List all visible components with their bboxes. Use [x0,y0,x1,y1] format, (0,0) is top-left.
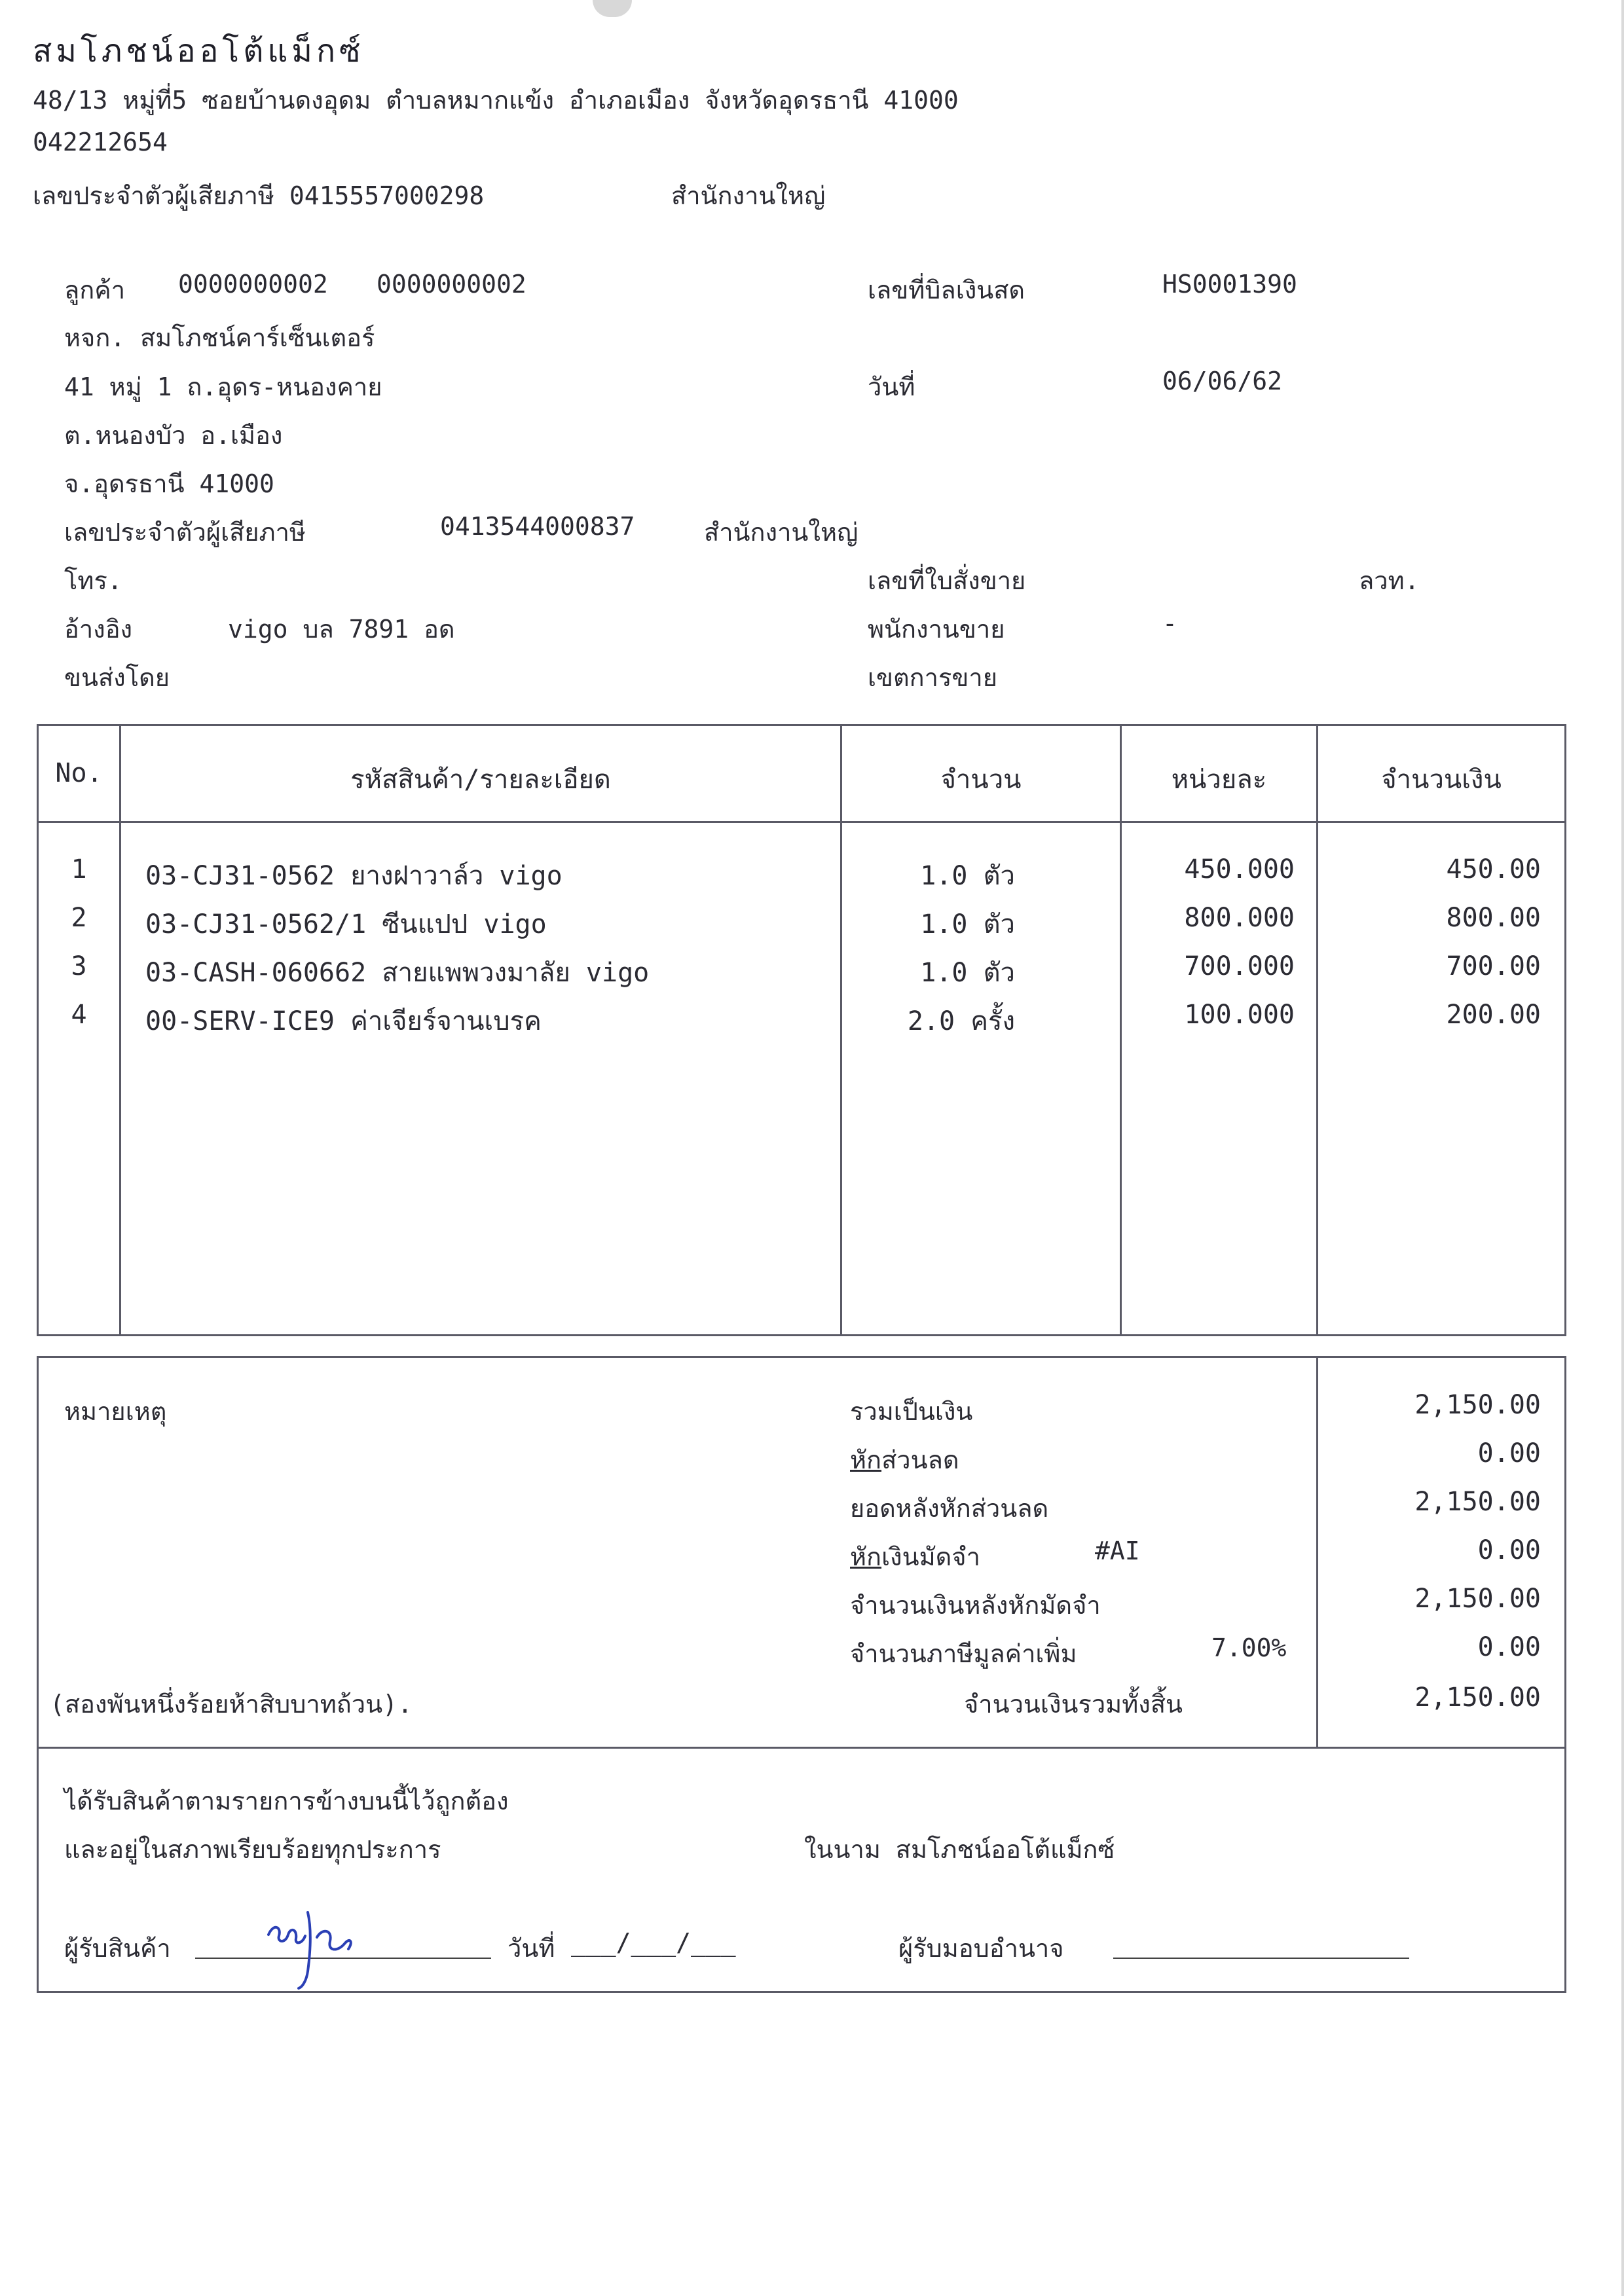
row-desc: 03-CASH-060662 สายแพพวงมาลัย vigo [145,958,650,988]
row-amount: 700.00 [1446,951,1541,981]
company-tax-label: เลขประจำตัวผู้เสียภาษี [33,181,274,210]
on-behalf-text: ในนาม สมโภชน์ออโต้แม็กซ์ [804,1835,1115,1864]
row-qty: 1.0 ตัว [920,909,1015,939]
customer-ref-label: อ้างอิง [64,615,133,644]
company-tax-id: 0415557000298 [289,181,485,210]
table-header-divider [37,821,1566,823]
col-divider-qty [1120,724,1122,1336]
row-desc: 03-CJ31-0562 ยางฝาวาล์ว vigo [145,861,563,891]
customer-tax-id: 0413544000837 [440,512,635,541]
col-divider-no [119,724,121,1336]
order-no-label: เลขที่ใบสั่งขาย [868,566,1026,595]
receiver-label: ผู้รับสินค้า [64,1934,171,1963]
bill-no: HS0001390 [1162,270,1297,299]
customer-address-3: จ.อุดรธานี 41000 [64,469,274,498]
punch-hole-mark [593,0,632,17]
receive-date-label: วันที่ [507,1934,555,1963]
row-no: 4 [71,1000,87,1030]
customer-address-2: ต.หนองบัว อ.เมือง [64,421,283,450]
after-discount-label: ยอดหลังหักส่วนลด [850,1494,1049,1523]
order-no-value: ลวท. [1359,566,1420,595]
customer-branch: สำนักงานใหญ่ [704,518,858,547]
grand-total-value: 2,150.00 [1414,1683,1541,1713]
vat-value: 0.00 [1477,1632,1541,1662]
deposit-value: 0.00 [1477,1535,1541,1565]
received-line-2: และอยู่ในสภาพเรียบร้อยทุกประการ [64,1835,441,1864]
header-amount: จำนวนเงิน [1381,765,1502,795]
customer-ref-value: vigo บล 7891 อด [228,615,455,644]
page-edge-shadow [1621,0,1624,2296]
row-unit-price: 700.000 [1184,951,1295,981]
customer-ship-label: ขนส่งโดย [64,663,170,692]
row-desc: 00-SERV-ICE9 ค่าเจียร์จานเบรค [145,1006,542,1036]
receive-date-blank: ___/___/___ [571,1928,736,1957]
after-deposit-label: จำนวนเงินหลังหักมัดจำ [850,1591,1101,1620]
salesperson: - [1162,609,1177,638]
invoice-date: 06/06/62 [1162,367,1283,395]
deposit-label [850,1537,980,1576]
after-discount-value: 2,150.00 [1414,1487,1541,1517]
authorized-label: ผู้รับมอบอำนาจ [898,1934,1064,1963]
subtotal-label: รวมเป็นเงิน [850,1397,973,1426]
remark-label: หมายเหตุ [64,1397,167,1426]
discount-rest: ส่วนลด [881,1446,959,1474]
date-label: วันที่ [868,373,915,401]
discount-prefix: หัก [850,1446,882,1474]
customer-code-2: 0000000002 [377,270,526,299]
row-no: 1 [71,854,87,884]
subtotal-value: 2,150.00 [1414,1390,1541,1420]
deposit-code: #AI [1095,1537,1140,1565]
deposit-rest: เงินมัดจำ [881,1542,980,1571]
customer-address-1: 41 หมู่ 1 ถ.อุดร-หนองคาย [64,373,382,401]
row-unit-price: 450.000 [1184,854,1295,884]
row-unit-price: 800.000 [1184,903,1295,933]
customer-tax-label: เลขประจำตัวผู้เสียภาษี [64,518,306,547]
header-desc: รหัสสินค้า/รายละเอียด [350,765,611,795]
header-qty: จำนวน [940,765,1022,795]
customer-code-1: 0000000002 [178,270,328,299]
vat-rate: 7.00% [1211,1633,1287,1662]
discount-label [850,1440,959,1480]
row-no: 3 [71,951,87,981]
header-no: No. [55,758,103,788]
after-deposit-value: 2,150.00 [1414,1584,1541,1614]
discount-value: 0.00 [1477,1438,1541,1468]
receiver-signature [262,1889,373,1994]
col-divider-unit [1316,724,1318,1336]
company-branch: สำนักงานใหญ่ [671,181,826,210]
bill-no-label: เลขที่บิลเงินสด [868,276,1025,304]
customer-phone-label: โทร. [64,566,122,595]
row-amount: 450.00 [1446,854,1541,884]
company-name: สมโภชน์ออโต้แม็กซ์ [33,33,365,69]
received-line-1: ได้รับสินค้าตามรายการข้างบนนี้ไว้ถูกต้อง [64,1787,509,1815]
row-amount: 200.00 [1446,1000,1541,1030]
amount-in-words: (สองพันหนึ่งร้อยห้าสิบบาทถ้วน). [50,1690,413,1719]
row-qty: 1.0 ตัว [920,958,1015,988]
row-unit-price: 100.000 [1184,1000,1295,1030]
customer-label: ลูกค้า [64,276,126,304]
row-desc: 03-CJ31-0562/1 ซีนแปป vigo [145,909,547,939]
deposit-prefix: หัก [850,1542,882,1571]
grand-total-label: จำนวนเงินรวมทั้งสิ้น [964,1690,1183,1719]
row-qty: 1.0 ตัว [920,861,1015,891]
company-tax-row [33,175,484,215]
sales-area-label: เขตการขาย [868,663,997,692]
company-address: 48/13 หมู่ที่5 ซอยบ้านดงอุดม ตำบลหมากแข้ง อำเภอเมือง จังหวัดอุดรธานี 41000 [33,86,959,115]
authorized-signature-line [1113,1958,1409,1959]
vat-label: จำนวนภาษีมูลค่าเพิ่ม [850,1639,1077,1668]
row-no: 2 [71,903,87,933]
row-amount: 800.00 [1446,903,1541,933]
row-qty: 2.0 ครั้ง [907,1006,1015,1036]
company-phone: 042212654 [33,128,168,156]
customer-name: หจก. สมโภชน์คาร์เซ็นเตอร์ [64,323,375,352]
salesperson-label: พนักงานขาย [868,615,1005,644]
header-unit-price: หน่วยละ [1171,765,1267,795]
